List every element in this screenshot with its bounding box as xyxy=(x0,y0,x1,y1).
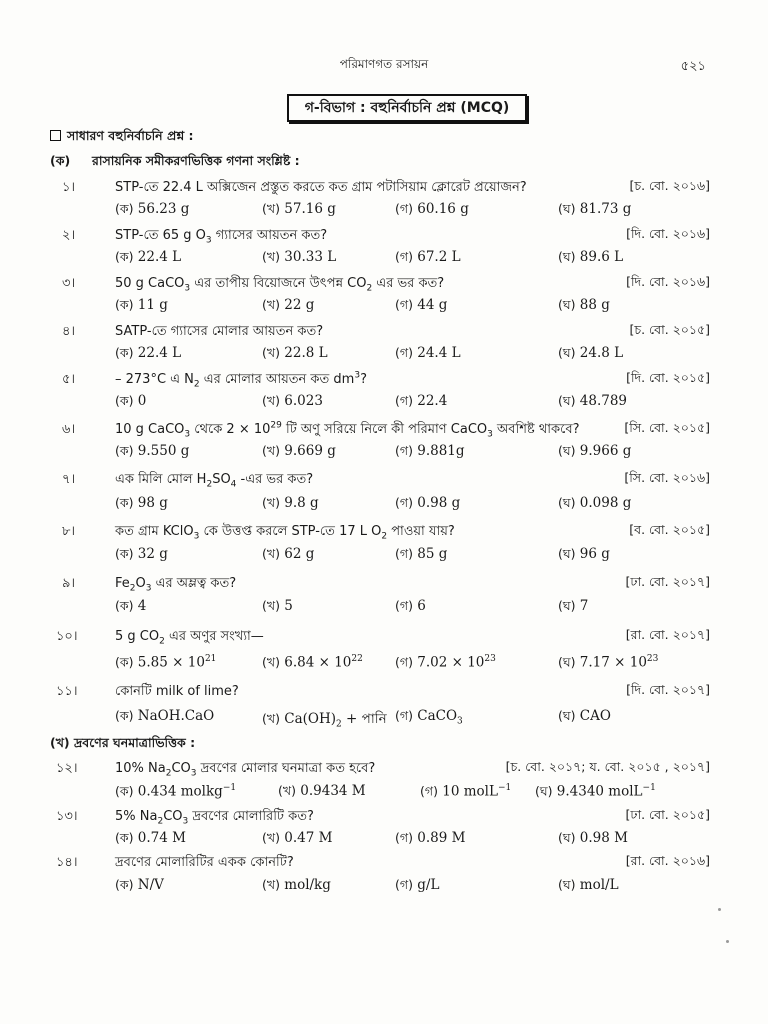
running-header: পরিমাণগত রসায়ন xyxy=(339,57,429,71)
question-text: SATP-তে গ্যাসের মোলার আয়তন কত? xyxy=(115,324,324,339)
option: (গ) 0.89 M xyxy=(395,830,466,846)
question-number: ৯। xyxy=(62,576,76,591)
scan-speck xyxy=(718,908,721,911)
question-source: [ঢা. বো. ২০১৭] xyxy=(625,574,710,589)
option: (খ) 22.8 L xyxy=(262,345,328,361)
question-number: ৮। xyxy=(62,524,76,539)
option: (ঘ) 89.6 L xyxy=(558,249,624,265)
question-source: [চ. বো. ২০১৭; য. বো. ২০১৫ , ২০১৭] xyxy=(505,759,710,774)
subsection-a-heading: (ক) রাসায়নিক সমীকরণভিত্তিক গণনা সংশ্লিষ্ট : xyxy=(50,153,300,168)
question-source: [দি. বো. ২০১৫] xyxy=(626,370,710,385)
option: (ক) $5.85 \times 10^{21}$ xyxy=(115,654,217,671)
option: (ঘ) 0.98 M xyxy=(558,830,628,846)
option: (গ) CaCO$_3$ xyxy=(395,708,463,727)
option: (খ) 5 xyxy=(262,598,293,614)
option: (খ) 6.023 xyxy=(262,393,323,409)
option: (ঘ) 96 g xyxy=(558,546,610,562)
option: (খ) 9.8 g xyxy=(262,495,319,511)
question-source: [রা. বো. ২০১৭] xyxy=(625,627,710,642)
option: (খ) 57.16 g xyxy=(262,201,336,217)
question-number: ৬। xyxy=(62,422,76,437)
option: (গ) $7.02 \times 10^{23}$ xyxy=(395,654,496,671)
page-number: ৫২১ xyxy=(680,59,706,74)
question-source: [সি. বো. ২০১৫] xyxy=(624,420,710,435)
option: (ক) 0.74 M xyxy=(115,830,186,846)
option: (ঘ) 48.789 xyxy=(558,393,628,409)
question-number: ৩। xyxy=(62,276,76,291)
option: (ক) NaOH.CaO xyxy=(115,708,215,724)
option: (গ) 10 molL$^{-1}$ xyxy=(420,783,512,800)
option: (ঘ) 81.73 g xyxy=(558,201,632,217)
question-source: [রা. বো. ২০১৬] xyxy=(625,853,710,868)
checkbox-square-icon xyxy=(50,130,61,141)
question-source: [ব. বো. ২০১৫] xyxy=(629,522,710,537)
option: (ঘ) mol/L xyxy=(558,877,619,893)
option: (ঘ) 24.8 L xyxy=(558,345,624,361)
option: (ক) 22.4 L xyxy=(115,345,182,361)
option: (ঘ) 9.966 g xyxy=(558,443,632,459)
option: (খ) 0.47 M xyxy=(262,830,333,846)
question-source: [চ. বো. ২০১৬] xyxy=(629,178,710,193)
scan-speck xyxy=(726,940,729,943)
option: (ক) 98 g xyxy=(115,495,168,511)
question-number: ১০। xyxy=(56,629,78,644)
question-text: কত গ্রাম KClO$_3$ কে উত্তপ্ত করলে STP-তে 17 L $O_2$ পাওয়া যায়? xyxy=(115,524,455,542)
option: (ক) 32 g xyxy=(115,546,168,562)
question-number: ১১। xyxy=(56,684,78,699)
option: (গ) 85 g xyxy=(395,546,448,562)
general-mcq-heading: সাধারণ বহুনির্বাচনি প্রশ্ন : xyxy=(50,128,194,148)
option: (গ) 0.98 g xyxy=(395,495,461,511)
option: (ক) 0 xyxy=(115,393,147,409)
question-number: ১। xyxy=(62,180,76,195)
option: (ঘ) CAO xyxy=(558,708,611,724)
question-source: [দি. বো. ২০১৬] xyxy=(626,226,710,241)
question-text: STP-তে 65 g $O_3$ গ্যাসের আয়তন কত? xyxy=(115,228,328,246)
option: (ক) 4 xyxy=(115,598,147,614)
question-text: দ্রবণের মোলারিটির একক কোনটি? xyxy=(115,855,294,870)
option: (খ) 62 g xyxy=(262,546,315,562)
question-text: 5% $Na_2CO_3$ দ্রবণের মোলারিটি কত? xyxy=(115,809,314,827)
section-title: গ-বিভাগ : বহুনির্বাচনি প্রশ্ন (MCQ) xyxy=(287,94,527,122)
question-text: – 273°C এ $N_2$ এর মোলার আয়তন কত $dm^3$? xyxy=(115,370,367,390)
option: (খ) 22 g xyxy=(262,297,315,313)
question-source: [ঢা. বো. ২০১৫] xyxy=(625,807,710,822)
question-number: ৫। xyxy=(62,372,76,387)
option: (খ) mol/kg xyxy=(262,877,331,893)
option: (খ) $Ca(OH)_2$ + পানি xyxy=(262,711,387,730)
question-number: ৪। xyxy=(62,324,76,339)
question-source: [দি. বো. ২০১৬] xyxy=(626,274,710,289)
option: (খ) 0.9434 M xyxy=(278,783,366,799)
question-text: এক মিলি মোল $H_2SO_4$ -এর ভর কত? xyxy=(115,472,314,490)
option: (ঘ) $7.17 \times 10^{23}$ xyxy=(558,654,659,671)
option: (ক) 0.434 molkg$^{-1}$ xyxy=(115,783,237,800)
option: (গ) 6 xyxy=(395,598,426,614)
option: (ঘ) 0.098 g xyxy=(558,495,632,511)
option: (ক) 9.550 g xyxy=(115,443,190,459)
question-number: ২। xyxy=(62,228,76,243)
question-number: ৭। xyxy=(62,472,76,487)
option: (খ) 30.33 L xyxy=(262,249,337,265)
option: (গ) 60.16 g xyxy=(395,201,469,217)
question-source: [চ. বো. ২০১৫] xyxy=(629,322,710,337)
option: (গ) g/L xyxy=(395,877,440,893)
question-source: [দি. বো. ২০১৭] xyxy=(626,682,710,697)
option: (ক) 11 g xyxy=(115,297,168,313)
option: (ঘ) 7 xyxy=(558,598,589,614)
option: (খ) $6.84 \times 10^{22}$ xyxy=(262,654,363,671)
option: (গ) 67.2 L xyxy=(395,249,461,265)
option: (ঘ) 9.4340 molL$^{-1}$ xyxy=(535,783,656,800)
question-text: STP-তে 22.4 L অক্সিজেন প্রস্তুত করতে কত গ্রাম পটাসিয়াম ক্লোরেট প্রয়োজন? xyxy=(115,180,527,195)
subsection-b-heading: (খ) দ্রবণের ঘনমাত্রাভিত্তিক : xyxy=(50,735,196,750)
question-text: $Fe_2O_3$ এর অম্লত্ব কত? xyxy=(115,576,237,594)
question-source: [সি. বো. ২০১৬] xyxy=(624,470,710,485)
question-text: 50 g CaCO$_3$ এর তাপীয় বিয়োজনে উৎপন্ন $CO_2$ এর ভর কত? xyxy=(115,276,445,294)
question-text: কোনটি milk of lime? xyxy=(115,684,239,699)
question-text: 5 g $CO_2$ এর অণুর সংখ্যা— xyxy=(115,629,264,647)
option: (খ) 9.669 g xyxy=(262,443,336,459)
question-number: ১২। xyxy=(56,761,78,776)
option: (গ) 22.4 xyxy=(395,393,448,409)
option: (ক) 56.23 g xyxy=(115,201,190,217)
question-number: ১৩। xyxy=(56,809,78,824)
option: (গ) 24.4 L xyxy=(395,345,461,361)
question-text: 10 g CaCO$_3$ থেকে $2 \times 10^{29}$ টি অণু সরিয়ে নিলে কী পরিমাণ CaCO$_3$ অবশিষ্ট থাকবে? xyxy=(115,420,580,440)
option: (ক) 22.4 L xyxy=(115,249,182,265)
question-text: 10% $Na_2CO_3$ দ্রবণের মোলার ঘনমাত্রা কত হবে? xyxy=(115,761,376,779)
option: (ক) N/V xyxy=(115,877,164,893)
question-number: ১৪। xyxy=(56,855,78,870)
option: (গ) 9.881g xyxy=(395,443,465,459)
option: (ঘ) 88 g xyxy=(558,297,610,313)
option: (গ) 44 g xyxy=(395,297,448,313)
